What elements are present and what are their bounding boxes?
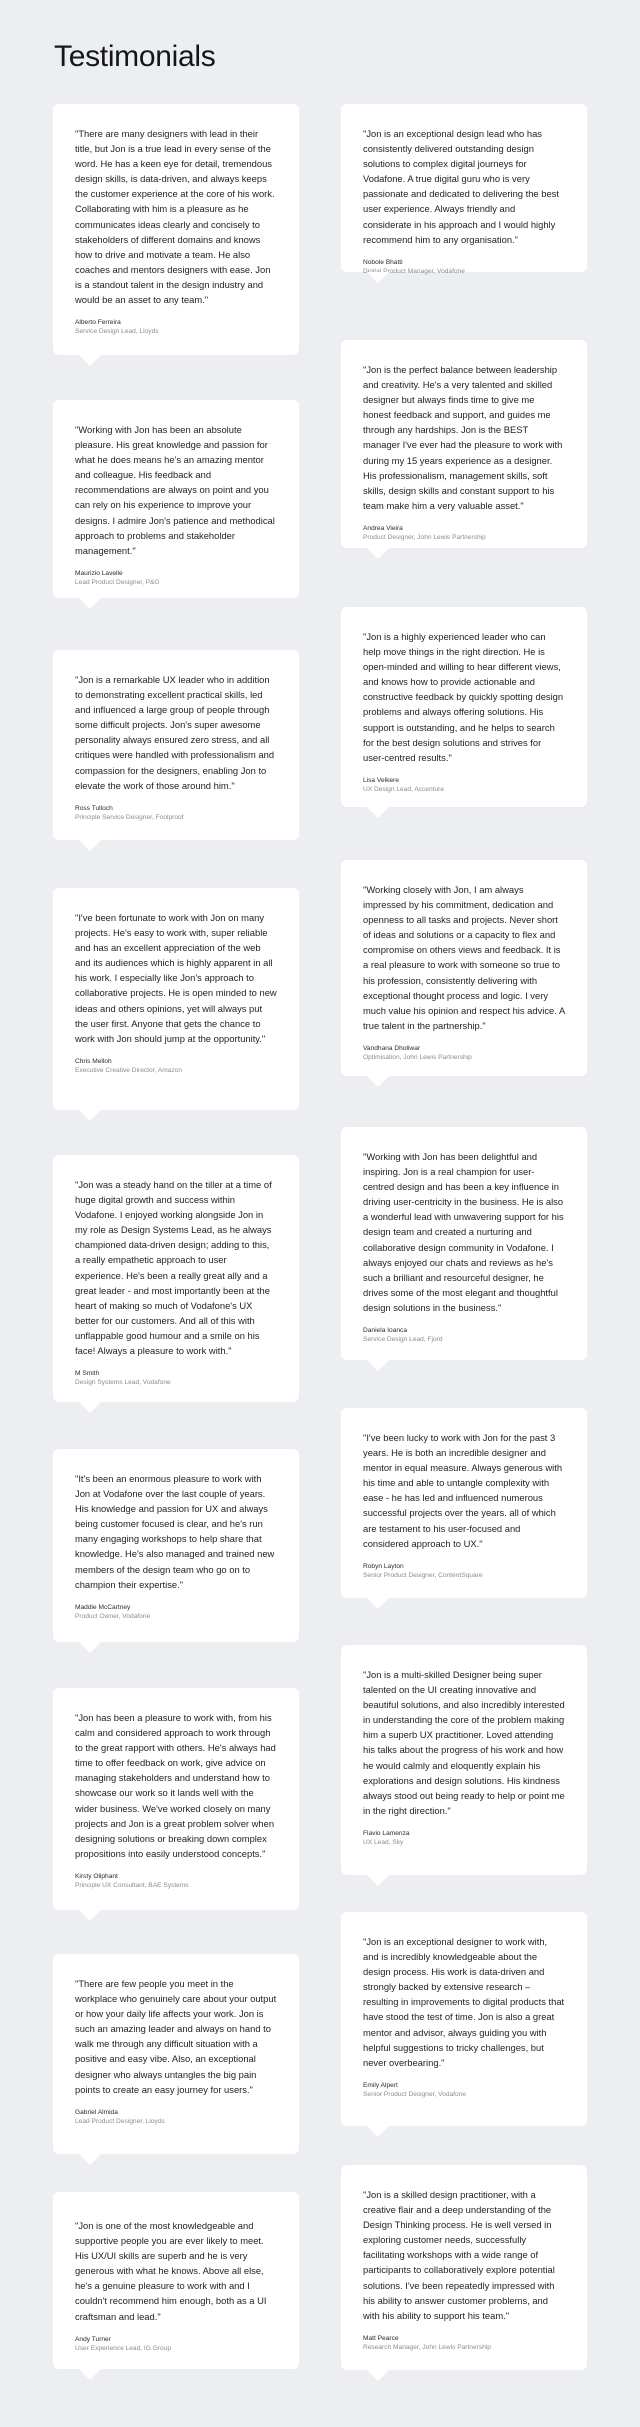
testimonial-author: Daniela Ioanca [363, 1327, 407, 1335]
testimonial-card [341, 860, 587, 1076]
testimonial-author: Andrea Vieira [363, 524, 403, 532]
testimonial-role: Principle Service Designer, Foolproof [75, 813, 184, 821]
testimonial-quote: "There are few people you meet in the workplace who genuinely care about your output or how your daily life affects your work. Jon is such an amazing leader and always on hand to walk me through any difficult situation with a positive and easy vibe. Also, an exceptional designer who always untangles the big pain points to create an easy journey for users." [75, 1978, 277, 2095]
testimonial-quote: "Jon is an exceptional designer to work with, and is incredibly knowledgeable about the design process. His work is data-driven and strongly backed by extensive research – resulting in improvements to digital products that have stood the test of time. Jon is also a great mentor and advisor, always guiding you with helpful suggestions to tricky challenges, but never overbearing." [363, 1936, 565, 2068]
testimonial-author: Matt Pearce [363, 2334, 399, 2342]
testimonial-quote: "I've been lucky to work with Jon for the past 3 years. He is both an incredible designer and mentor in equal measure. Always generous with his time and able to untangle complexity with ease - he has led and influenced numerous successful projects over the years. all of which are testament to his user-focused and considered approach to UX." [363, 1432, 563, 1549]
testimonial-role: Lead Product Designer, Lloyds [75, 2117, 165, 2125]
testimonial-card [341, 607, 587, 807]
testimonial-quote: "Jon is a remarkable UX leader who in addition to demonstrating excellent practical skills, led and influenced a large group of people through some difficult projects. Jon's super awesome personality always ensured zero stress, and all critiques were handled with professionalism and compassion for the designers, enabling Jon to elevate the work of those around him." [75, 674, 275, 791]
testimonial-quote: "Working closely with Jon, I am always impressed by his commitment, dedication and openness to all tasks and projects. Never short of ideas and solutions or a capacity to flex and compromise on others views and feedback. It is a real pleasure to work with someone so true to his profession, consistently delivering with exceptional thought process and logic. I very much value his opinion and respect his advice. A true talent in the partnership." [363, 884, 565, 1031]
testimonial-role: Lead Product Designer, P&G [75, 578, 160, 586]
testimonial-card [341, 1408, 587, 1598]
testimonial-author: Kirsty Oliphant [75, 1872, 118, 1880]
testimonial-role: User Experience Lead, IG Group [75, 2344, 172, 2352]
testimonial-quote: "Jon is a highly experienced leader who can help move things in the right direction. He is open-minded and willing to hear different views, and knows how to provide actionable and constructive feedback by quickly spotting design problems and always offering solutions. His support is outstanding, and he helps to search for the best design solutions and strives for user-centred results." [363, 631, 564, 763]
testimonial-author: Vandhana Dholiwar [363, 1044, 421, 1052]
testimonial-card [341, 1127, 587, 1360]
testimonial-card [341, 104, 587, 275]
testimonial-quote: "Jon is one of the most knowledgeable and supportive people you are ever likely to meet. His UX/UI skills are superb and he is very generous with what he knows. Above all else, he's a genuine pleasure to work with and I couldn't recommend him enough, both as a UI craftsman and lead." [75, 2220, 267, 2322]
testimonial-card [53, 1954, 299, 2154]
testimonial-role: UX Lead, Sky [363, 1838, 404, 1846]
testimonial-author: Gabriel Almida [75, 2108, 118, 2116]
testimonial-card [341, 1912, 587, 2126]
testimonial-author: Lisa Velkere [363, 776, 399, 784]
testimonial-role: Optimisation, John Lewis Partnership [363, 1053, 472, 1061]
testimonial-author: Flavio Lamenza [363, 1829, 410, 1837]
testimonial-author: Maurizio Lavelle [75, 569, 123, 577]
testimonial-author: M Smith [75, 1370, 100, 1378]
testimonial-quote: "It's been an enormous pleasure to work with Jon at Vodafone over the last couple of years. His knowledge and passion for UX and always being customer focused is clear, and he's run many engaging workshops to help share that knowledge. He's also managed and trained new members of the design team who go on to champion their expertise." [75, 1473, 275, 1590]
page-title: Testimonials [54, 40, 216, 73]
testimonial-role: Digital Product Manager, Vodafone [363, 267, 465, 275]
testimonial-role: Senior Product Designer, Vodafone [363, 2090, 467, 2098]
testimonial-author: Robyn Layton [363, 1562, 404, 1570]
testimonial-role: Design Systems Lead, Vodafone [75, 1379, 171, 1387]
testimonial-card [53, 400, 299, 598]
testimonial-author: Alberto Ferreira [75, 319, 121, 327]
testimonial-role: Principle UX Consultant, BAE Systems [75, 1881, 189, 1889]
testimonial-quote: "Working with Jon has been an absolute pleasure. His great knowledge and passion for what he does means he's an amazing mentor and colleague. His feedback and recommendations are always on point and you can rely on his experience to improve your designs. I admire Jon's patience and methodical approach to problems and stakeholder management." [75, 424, 275, 556]
testimonial-quote: "Jon is a multi-skilled Designer being super talented on the UI creating innovative and beautiful solutions, and also incredibly interested in understanding the core of the problem making him a superb UX practitioner. Loved attending his talks about the progress of his work and how he would calmly and eloquently explain his explorations and design solutions. His kindness always stood out being ready to help or point me in the right direction." [363, 1669, 565, 1816]
testimonial-role: UX Design Lead, Accenture [363, 785, 445, 793]
testimonial-quote: "Jon is the perfect balance between leadership and creativity. He's a very talented and skilled designer but always finds time to give me honest feedback and support, and guides me through any hardships. Jon is the BEST manager I've ever had the pleasure to work with during my 15 years experience as a designer. His professionalism, management skills, soft skills, design skills and constant support to his team make him a very valuable asset." [363, 364, 563, 511]
testimonial-card [53, 1155, 299, 1402]
testimonial-card [53, 1688, 299, 1910]
testimonial-role: Product Owner, Vodafone [75, 1612, 151, 1620]
testimonial-quote: "I've been fortunate to work with Jon on many projects. He's easy to work with, super reliable and has an excellent appreciation of the web and its audiences which is highly apparent in all his work. I especially like Jon's approach to collaborative projects. He is open minded to new ideas and others opinions, yet will always put the user first. Anyone that gets the chance to work with Jon should jump at the opportunity." [75, 912, 277, 1044]
testimonial-role: Service Design Lead, Lloyds [75, 328, 159, 336]
testimonial-quote: "There are many designers with lead in their title, but Jon is a true lead in every sense of the word. He has a keen eye for detail, tremendous design skills, is data-driven, and always keeps the customer experience at the core of his work. Collaborating with him is a pleasure as he communicates ideas clearly and concisely to stakeholders of different domains and knows how to drive and motivate a team. He also coaches and mentors designers with ease. Jon is a standout talent in the design industry and would be an asset to any team." [75, 128, 275, 306]
testimonial-role: Executive Creative Director, Amazon [75, 1066, 183, 1074]
testimonial-card [53, 650, 299, 840]
testimonial-card [53, 1449, 299, 1642]
testimonial-author: Emily Alpert [363, 2081, 398, 2089]
testimonial-card [341, 340, 587, 548]
testimonial-quote: "Jon is an exceptional design lead who has consistently delivered outstanding design solutions to complex digital journeys for Vodafone. A true digital guru who is very passionate and dedicated to delivering the best user experience. Always friendly and considerate in his approach and I would highly recommend him to any organisation." [363, 128, 559, 245]
testimonial-card [53, 2192, 299, 2369]
testimonial-author: Andy Turner [75, 2335, 111, 2343]
testimonial-role: Senior Product Designer, ContentSquare [363, 1571, 483, 1579]
testimonial-card [53, 888, 299, 1110]
testimonial-quote: "Jon has been a pleasure to work with, from his calm and considered approach to work through to the great rapport with others. He's always had time to offer feedback on work, give advice on managing stakeholders and understand how to showcase our work so it lands well with the wider business. We've worked closely on many projects and Jon is a great problem solver when designing solutions or breaking down complex propositions into easily understood concepts." [75, 1712, 276, 1859]
testimonial-quote: "Working with Jon has been delightful and inspiring. Jon is a real champion for user-centred design and has been a key influence in driving user-centricity in the business. He is also a wonderful lead with unwavering support for his design team and created a nurturing and collaborative design community in Vodafone. I always enjoyed our chats and reviews as he's such a brilliant and resourceful designer, he drives some of the most elegant and thoughtful design solutions in the business." [363, 1151, 564, 1313]
testimonial-role: Research Manager, John Lewis Partnership [363, 2343, 491, 2351]
testimonial-author: Ross Tulloch [75, 804, 113, 812]
testimonial-author: Maddie McCartney [75, 1603, 131, 1611]
testimonial-author: Nobole Bhatti [363, 258, 403, 266]
testimonial-role: Service Design Lead, Fjord [363, 1336, 443, 1344]
testimonial-card [341, 1645, 587, 1875]
testimonial-quote: "Jon is a skilled design practitioner, with a creative flair and a deep understanding of the Design Thinking process. He is well versed in exploring customer needs, successfully facilitating workshops with a wide range of participants to collaboratively explore potential solutions. I've been repeatedly impressed with his ability to answer customer problems, and with his ability to support his team." [363, 2189, 555, 2321]
testimonial-card [53, 104, 299, 355]
testimonial-quote: "Jon was a steady hand on the tiller at a time of huge digital growth and success within Vodafone. I enjoyed working alongside Jon in my role as Design Systems Lead, as he always championed data-driven design; adding to this, a really empathetic approach to user experience. He's been a really great ally and a great leader - and most importantly been at the heart of making so much of Vodafone's UX better for our customers. And all of this with unflappable good humour and a smile on his face! Always a pleasure to work with." [75, 1179, 272, 1357]
testimonial-card [341, 2165, 587, 2370]
testimonial-role: Product Designer, John Lewis Partnership [363, 533, 486, 541]
testimonial-author: Chris Melloh [75, 1057, 112, 1065]
